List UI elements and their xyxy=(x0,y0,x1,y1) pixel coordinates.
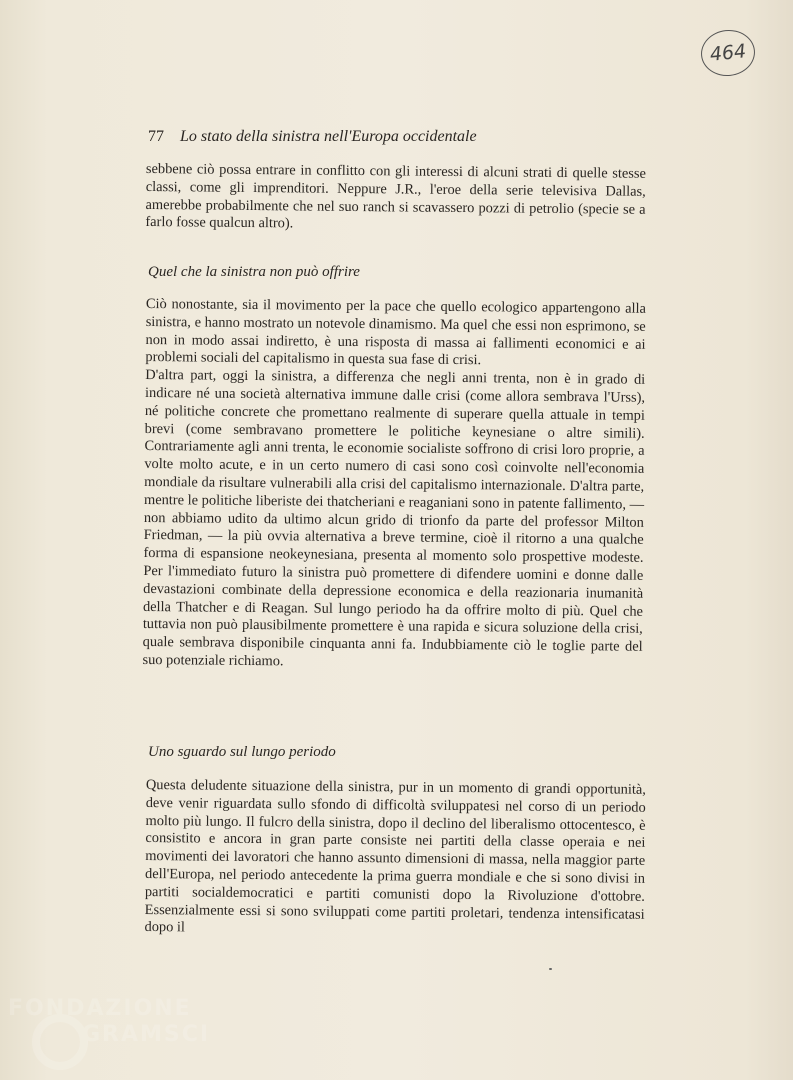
ink-speck xyxy=(549,968,552,970)
watermark-line: FONDAZIONE xyxy=(8,996,192,1021)
watermark-line: GRAMSCI xyxy=(82,1022,211,1047)
page-number: 77 xyxy=(148,128,164,145)
paragraph: sebbene ciò possa entrare in conflitto con gli interessi di alcuni strati di quelle stesse classi, come gli imprenditori. Neppure J.R., l'eroe della serie televisiva Dallas, amerebbe probabilmente che nel suo ranch si scavassero pozzi di petrolio (specie se a farlo fosse qualcun altro). xyxy=(145,161,646,232)
section-body xyxy=(144,777,646,942)
paragraph: D'altra part, oggi la sinistra, a differenza che negli anni trenta, non è in grado di indicare né una società alternativa immune dalle crisi (come allora sembrava l'Urss), né politiche concrete che promettano realmente di superare quella attuale in tempi brevi (come sembravano promettere le politiche keynesiane o altre simili). Contrariamente agli anni trenta, le economie socialiste soffrono di crisi loro proprie, a volte molto acute, e in un certo numero di casi sono così coinvolte nell'economia mondiale da risultare vulnerabili alla crisi del capitalismo internazionale. D'altra parte, mentre le politiche liberiste dei thatcheriani e reaganiani sono in patente fallimento, — non abbiamo udito da ultimo alcun grido di trionfo da parte del professor Milton Friedman, — la più ovvia alternativa a breve termine, cioè il ritorno a una qualche forma di espansione neokeynesiana, presenta al momento solo prospettive modeste. Per l'immediato futuro la sinistra può promettere di difendere uomini e donne dalle devastazioni combinate della depressione economica e della reazionaria inumanità della Thatcher e di Reagan. Sul lungo periodo ha da offrire molto di più. Quel che tuttavia non può plausibilmente promettere è una rapida e sicura soluzione della crisi, quale sembrava disponibile cinquanta anni fa. Indubbiamente ciò le toglie parte del suo potenziale richiamo. xyxy=(142,367,646,670)
section-title: Quel che la sinistra non può offrire xyxy=(148,264,360,280)
watermark-circle-icon xyxy=(32,1014,88,1070)
paragraph: Ciò nonostante, sia il movimento per la pace che quello ecologico appartengono alla sinistra, e hanno mostrato un notevole dinamismo. Ma quel che essi non esprimono, se non in modo assai indiretto, è una risposta di massa ai fallimenti economici e ai problemi sociali del capitalismo in questa sua fase di crisi. xyxy=(145,296,646,369)
running-title: Lo stato della sinistra nell'Europa occidentale xyxy=(180,128,477,145)
archive-number-stamp: 464 xyxy=(699,27,758,78)
opening-text-block xyxy=(145,161,646,237)
paragraph: Questa deludente situazione della sinistra, pur in un momento di grandi opportunità, deve venir riguardata sullo sfondo di difficoltà sviluppatesi nel corso di un periodo molto più lungo. Il fulcro della sinistra, dopo il declino del liberalismo ottocentesco, è consistito e ancora in gran parte consiste nei partiti della classe operaia e nei movimenti dei lavoratori che hanno assunto dimensioni di massa, nella maggior parte dell'Europa, nel periodo antecedente la prima guerra mondiale e che si sono divisi in partiti socialdemocratici e partiti comunisti dopo la Rivoluzione d'ottobre. Essenzialmente essi si sono sviluppati come partiti proletari, tendenza intensificatasi dopo il xyxy=(144,777,646,936)
section-title: Uno sguardo sul lungo periodo xyxy=(148,744,336,760)
section-body xyxy=(142,296,646,675)
watermark-logo xyxy=(2,992,211,1076)
page-header xyxy=(148,126,648,148)
